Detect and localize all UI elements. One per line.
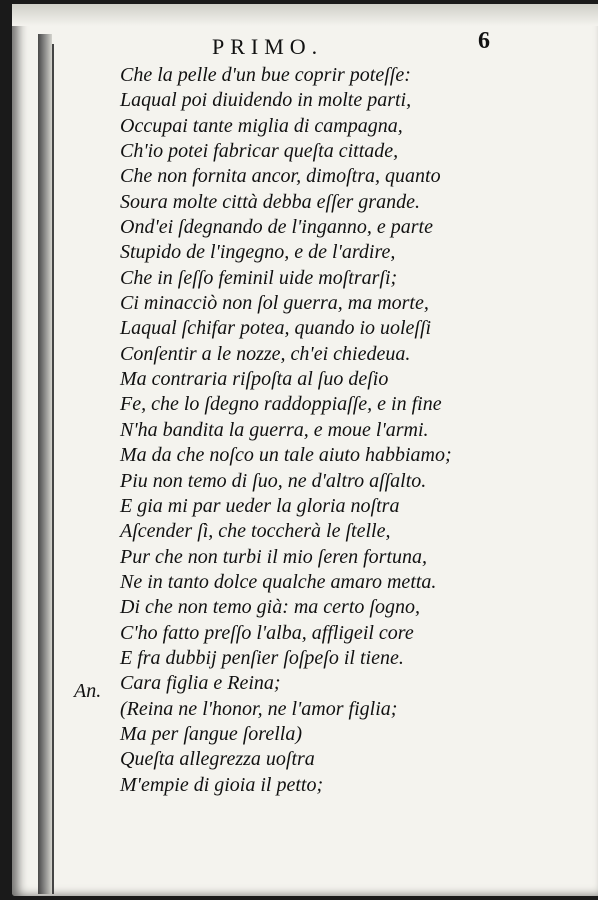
verse-line: Ma per ſangue ſorella) [120, 722, 303, 745]
verse-line: Ma contraria riſpoſta al ſuo deſio [120, 368, 389, 391]
verse-line: Che la pelle d'un bue coprir poteſſe: [120, 64, 411, 86]
gutter-edge [52, 44, 54, 894]
verse-line: M'empie di gioia il petto; [120, 773, 324, 796]
verse-line: Stupido de l'ingegno, e de l'ardire, [120, 241, 396, 264]
verse-line: Piu non temo di ſuo, ne d'altro aſſalto. [120, 469, 427, 492]
verse-line: Ma da che noſco un tale aiuto habbiamo; [120, 444, 452, 467]
verse-line: Soura molte città debba eſſer grande. [120, 190, 420, 213]
verse-line: Queſta allegrezza uoſtra [120, 748, 315, 771]
verse-line: Ci minacciò non ſol guerra, ma morte, [120, 292, 429, 315]
verse-line: Laqual ſchifar potea, quando io uoleſſi [120, 317, 432, 340]
verse-line: Ch'io potei fabricar queſta cittade, [120, 140, 399, 163]
speaker-label: An. [74, 680, 102, 702]
verse-line: Laqual poi diuidendo in molte parti, [120, 89, 412, 112]
page-number: 6 [478, 28, 490, 54]
verse-line: Conſentir a le nozze, ch'ei chiedeua. [120, 342, 411, 365]
verse-line: (Reina ne l'honor, ne l'amor figlia; [120, 697, 398, 720]
binding-gutter [38, 34, 52, 894]
verse-line: Fe, che lo ſdegno raddoppiaſſe, e in fine [120, 393, 442, 416]
verse-line: Che non fornita ancor, dimoſtra, quanto [120, 165, 441, 188]
verse-line: C'ho fatto preſſo l'alba, affligeil core [120, 621, 414, 644]
verse-line: Occupai tante miglia di campagna, [120, 114, 403, 137]
verse-line: Ond'ei ſdegnando de l'inganno, e parte [120, 216, 433, 239]
verse-line: E gia mi par ueder la gloria noſtra [120, 494, 400, 517]
verse-line: N'ha bandita la guerra, e moue l'armi. [120, 418, 429, 441]
verse-line: Ne in tanto dolce qualche amaro metta. [120, 570, 437, 593]
verse-line: Aſcender ſì, che toccherà le ſtelle, [120, 520, 391, 543]
verse-line: Di che non temo già: ma certo ſogno, [120, 596, 420, 619]
verse-line: Pur che non turbi il mio ſeren fortuna, [120, 545, 428, 568]
verse-line: Che in ſeſſo feminil uide moſtrarſi; [120, 266, 398, 289]
verse-line: E fra dubbij penſier ſoſpeſo il tiene. [120, 646, 404, 669]
page-top-shadow [12, 4, 598, 26]
verse-block [120, 63, 452, 798]
running-head: PRIMO. [212, 34, 324, 59]
verse-line: Cara figlia e Reina; [120, 672, 281, 695]
